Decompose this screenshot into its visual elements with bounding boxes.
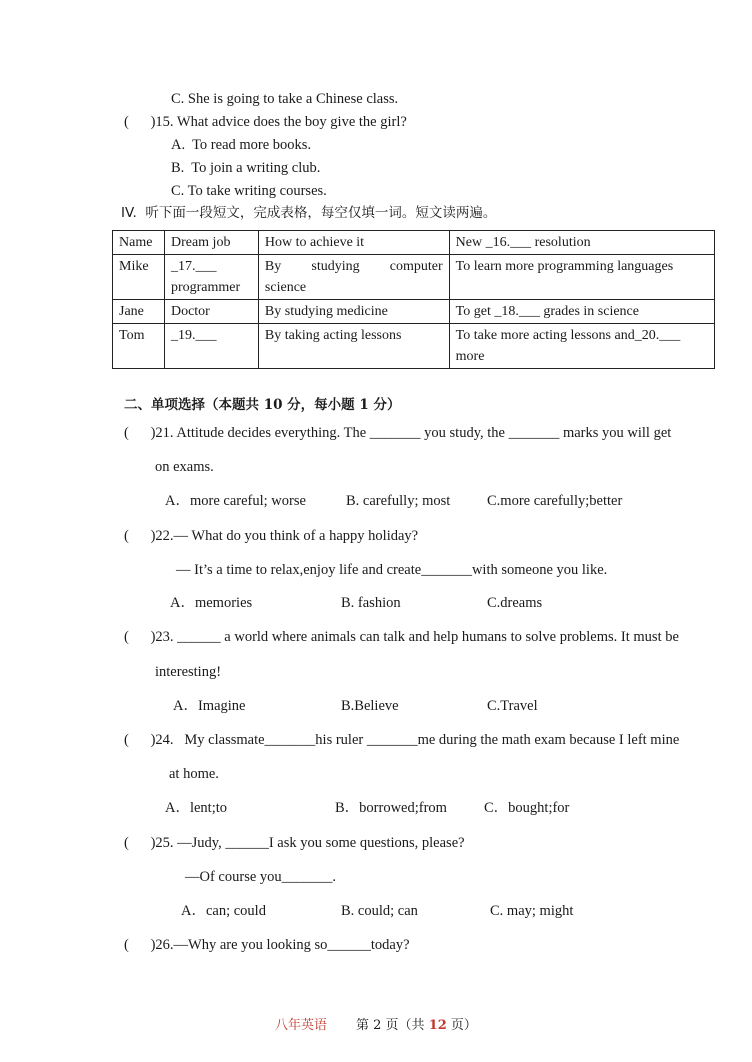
q23-option-a: A．Imagine <box>173 698 246 714</box>
header-name: Name <box>113 231 165 255</box>
q14-option-c: C. She is going to take a Chinese class. <box>171 91 399 107</box>
q22-stem: ( )22.— What do you think of a happy holiday? <box>124 528 419 544</box>
q15-option-b: B. To join a writing club. <box>171 160 321 176</box>
q15-option-a: A. To read more books. <box>171 137 312 153</box>
q22-stem-cont: — It’s a time to relax,enjoy life and create_______with someone you like. <box>176 562 608 578</box>
footer-total: 12 <box>428 1018 447 1033</box>
footer-page: 第 2 页（共 <box>356 1018 425 1033</box>
q15-stem: ( )15. What advice does the boy give the girl? <box>124 114 407 130</box>
cell-resolution <box>449 324 714 369</box>
blank-17: _17.___ <box>170 259 217 274</box>
q26-stem: ( )26.—Why are you looking so______today? <box>124 937 410 953</box>
cell-job: _19.___ <box>164 324 258 369</box>
how-line-2: science <box>264 280 307 295</box>
q23-stem: ( )23. ______ a world where animals can talk and help humans to solve problems. It must be <box>124 629 679 645</box>
q23-option-b: B.Believe <box>341 698 399 714</box>
how-line-1 <box>265 256 443 277</box>
q23-stem-cont: interesting! <box>155 664 222 680</box>
resolution-line-1: To take more acting lessons and_20.___ <box>455 328 681 343</box>
q24-option-b: B．borrowed;from <box>335 800 447 816</box>
q25-option-c: C. may; might <box>490 903 574 919</box>
cell-resolution: To learn more programming languages <box>449 255 714 300</box>
cell-name: Tom <box>113 324 165 369</box>
q22-option-b: B. fashion <box>341 595 401 611</box>
how-word: studying <box>311 259 360 274</box>
cell-job <box>164 255 258 300</box>
q21-option-b: B. carefully; most <box>346 493 451 509</box>
table-row <box>113 324 715 369</box>
q24-option-c: C．bought;for <box>484 800 570 816</box>
header-how: How to achieve it <box>258 231 449 255</box>
part2-heading: 二、单项选择（本题共 10 分，每小题 1 分） <box>124 397 401 413</box>
q25-option-a: A．can; could <box>181 903 266 919</box>
resolution-line-2: more <box>455 349 485 364</box>
q22-option-a: A．memories <box>170 595 253 611</box>
q25-option-b: B. could; can <box>341 903 418 919</box>
q25-stem: ( )25. —Judy, ______I ask you some questions, please? <box>124 835 465 851</box>
table-row <box>113 255 715 300</box>
header-dream-job: Dream job <box>164 231 258 255</box>
q24-option-a: A．lent;to <box>165 800 228 816</box>
cell-resolution: To get _18.___ grades in science <box>449 300 714 324</box>
q23-option-c: C.Travel <box>487 698 538 714</box>
q22-option-c: C.dreams <box>487 595 543 611</box>
page-footer <box>0 1014 752 1033</box>
cell-name: Jane <box>113 300 165 324</box>
cell-name: Mike <box>113 255 165 300</box>
q24-stem-cont: at home. <box>169 766 219 782</box>
job-text: programmer <box>170 280 241 295</box>
cell-job: Doctor <box>164 300 258 324</box>
footer-subject: 八年英语 <box>275 1018 328 1033</box>
q25-stem-cont: —Of course you_______. <box>185 869 337 885</box>
q21-stem: ( )21. Attitude decides everything. The _______ you study, the _______ marks you will get <box>124 425 672 441</box>
header-resolution: New _16.___ resolution <box>449 231 714 255</box>
q24-stem: ( )24. My classmate_______his ruler _______me during the math exam because I left mine <box>124 732 680 748</box>
q21-option-c: C.more carefully;better <box>487 493 623 509</box>
cell-how: By taking acting lessons <box>258 324 449 369</box>
table-header-row <box>113 231 715 255</box>
section4-heading: IV. 听下面一段短文，完成表格，每空仅填一词。短文读两遍。 <box>121 205 497 221</box>
cell-how <box>258 255 449 300</box>
q21-option-a: A．more careful; worse <box>165 493 306 509</box>
q21-stem-cont: on exams. <box>155 459 214 475</box>
how-word: computer <box>389 259 443 274</box>
how-word: By <box>264 259 282 274</box>
cell-how: By studying medicine <box>258 300 449 324</box>
listening-table <box>112 230 715 369</box>
footer-page-end: 页） <box>450 1018 477 1033</box>
table-row <box>113 300 715 324</box>
q15-option-c: C. To take writing courses. <box>171 183 327 199</box>
